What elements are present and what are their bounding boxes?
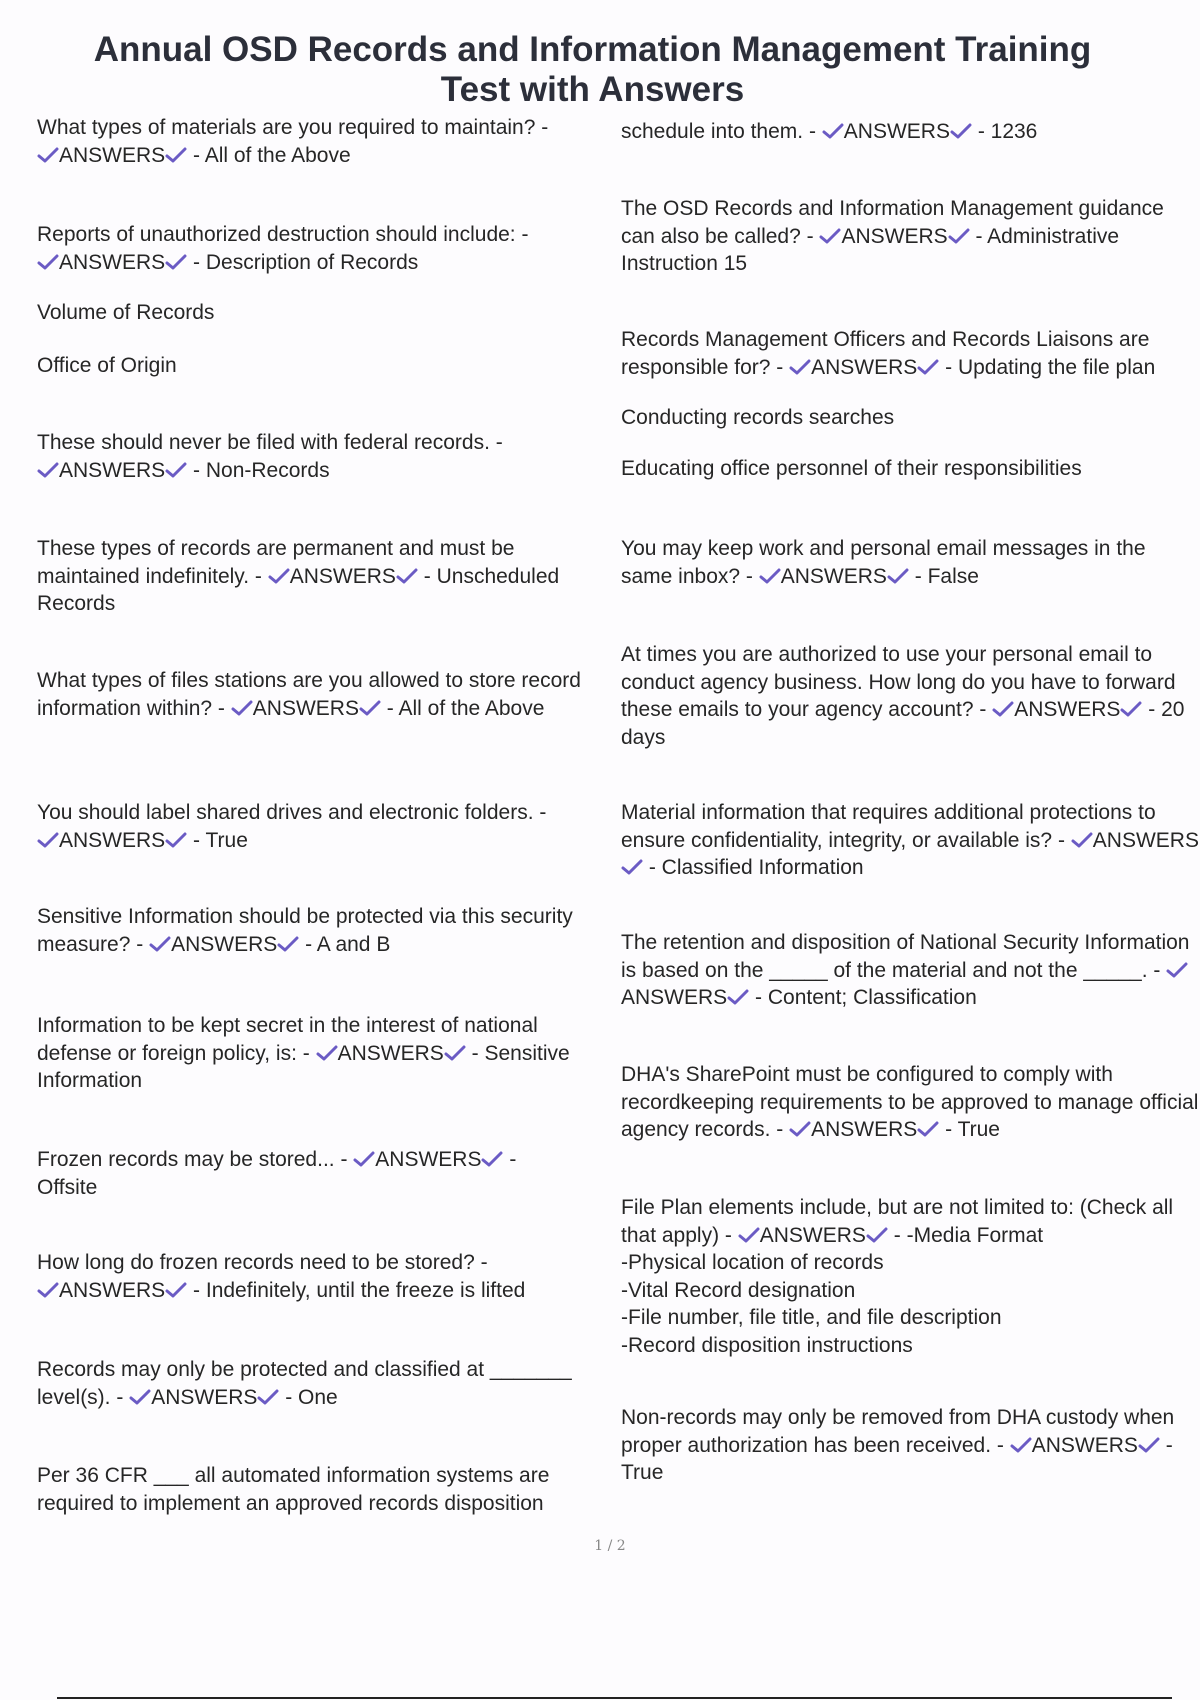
answer-text: - True: [193, 828, 248, 852]
answers-label: ANSWERS: [59, 828, 166, 852]
document-title: [0, 30, 1185, 110]
question-text: Records Management Officers and Records Liaisons are responsible for? -: [621, 328, 1150, 379]
qa-item: [621, 1061, 1200, 1144]
answers-label: ANSWERS: [59, 250, 166, 274]
answers-label: ANSWERS: [811, 355, 918, 379]
check-icon: [165, 461, 187, 479]
check-icon: [231, 699, 253, 717]
answers-label: ANSWERS: [621, 986, 728, 1009]
check-icon: [1071, 831, 1093, 849]
answers-label: ANSWERS: [289, 564, 396, 588]
check-icon: [621, 858, 643, 876]
question-text: At times you are authorized to use your personal email to conduct agency business. How long do you have to forward these emails to your agency account? -: [621, 643, 1176, 721]
qa-item: [37, 667, 597, 722]
question-text: Sensitive Information should be protected via this security measure? -: [37, 905, 573, 956]
check-icon: [277, 935, 299, 953]
answer-text: - True: [945, 1118, 1000, 1141]
qa-item: [37, 535, 597, 618]
qa-item: [37, 903, 607, 958]
answer-continuation: Volume of Records: [37, 301, 215, 324]
question-text: File Plan elements include, but are not limited to: (Check all that apply) -: [621, 1196, 1174, 1247]
qa-item: [37, 799, 607, 854]
answer-text: - Unscheduled Records: [37, 564, 560, 615]
question-text: These types of records are permanent and must be maintained indefinitely. -: [37, 537, 515, 588]
answer-text: - Updating the file plan: [945, 355, 1156, 379]
check-icon: [37, 461, 59, 479]
qa-item: [621, 326, 1200, 482]
qa-item: [37, 1012, 612, 1095]
answer-text: - One: [285, 1385, 338, 1409]
answer-text: - Administrative Instruction 15: [621, 224, 1120, 275]
question-text: Per 36 CFR ___ all automated information systems are required to implement an approved records disposition: [37, 1464, 550, 1515]
qa-item: [621, 641, 1200, 751]
check-icon: [950, 122, 972, 140]
check-icon: [1010, 1436, 1032, 1454]
answer-text: - Indefinitely, until the freeze is lifted: [193, 1278, 526, 1302]
question-text: How long do frozen records need to be stored? -: [37, 1251, 488, 1274]
answer-continuation: -Record disposition instructions: [621, 1333, 913, 1357]
question-text: Frozen records may be stored... -: [37, 1148, 348, 1171]
check-icon: [948, 227, 970, 245]
check-icon: [396, 567, 418, 585]
qa-item: [37, 114, 607, 169]
qa-item: [621, 118, 1200, 146]
answer-continuation: -Vital Record designation: [621, 1278, 856, 1302]
check-icon: [165, 253, 187, 271]
answer-continuation: Office of Origin: [37, 353, 177, 377]
check-icon: [481, 1150, 503, 1168]
qa-item: [37, 221, 607, 379]
answers-label: ANSWERS: [843, 120, 950, 143]
qa-item: [37, 1356, 602, 1411]
question-text: Records may only be protected and classified at _______ level(s). -: [37, 1358, 572, 1409]
question-text: The OSD Records and Information Management guidance can also be called? -: [621, 197, 1164, 248]
answers-label: ANSWERS: [59, 458, 166, 482]
check-icon: [257, 1388, 279, 1406]
check-icon: [165, 146, 187, 164]
check-icon: [268, 567, 290, 585]
answer-text: - 1236: [977, 120, 1038, 143]
qa-item: [621, 799, 1200, 882]
answers-label: ANSWERS: [151, 1385, 258, 1409]
answer-continuation: Educating office personnel of their responsibilities: [621, 456, 1082, 480]
question-text: You may keep work and personal email messages in the same inbox? -: [621, 537, 1146, 588]
check-icon: [917, 1120, 939, 1138]
qa-item: [621, 195, 1200, 278]
answers-label: ANSWERS: [59, 1278, 166, 1302]
answers-label: ANSWERS: [1092, 828, 1199, 852]
answer-text: - Content; Classification: [755, 986, 977, 1009]
question-text: schedule into them. -: [621, 120, 816, 143]
check-icon: [819, 227, 841, 245]
check-icon: [165, 831, 187, 849]
answers-label: ANSWERS: [811, 1118, 918, 1141]
answer-text: - Sensitive Information: [37, 1041, 570, 1092]
check-icon: [444, 1044, 466, 1062]
check-icon: [359, 699, 381, 717]
question-text: What types of files stations are you allowed to store record information within? -: [37, 669, 581, 720]
answer-text: - Classified Information: [648, 856, 864, 879]
qa-item: [621, 1194, 1200, 1359]
check-icon: [1120, 700, 1142, 718]
answer-text: - -Media Format: [893, 1223, 1044, 1247]
answer-text: - All of the Above: [386, 696, 545, 720]
page-number: 1 / 2: [594, 1538, 626, 1554]
qa-item: [37, 1462, 582, 1517]
answer-text: - 20 days: [621, 698, 1185, 749]
answer-text: - Non-Records: [193, 458, 330, 482]
question-text: DHA's SharePoint must be configured to comply with recordkeeping requirements to be approved to manage official agency records. -: [621, 1063, 1199, 1141]
question-text: Material information that requires additional protections to ensure confidentiality, integrity, or available is? -: [621, 801, 1156, 852]
answers-label: ANSWERS: [841, 224, 948, 248]
check-icon: [149, 935, 171, 953]
check-icon: [738, 1226, 760, 1244]
qa-item: [621, 1404, 1200, 1487]
check-icon: [1166, 961, 1188, 979]
answer-text: - Offsite: [37, 1148, 517, 1199]
check-icon: [37, 831, 59, 849]
check-icon: [316, 1044, 338, 1062]
question-text: Non-records may only be removed from DHA custody when proper authorization has been received. -: [621, 1406, 1175, 1457]
question-text: Reports of unauthorized destruction should include: -: [37, 223, 529, 246]
answers-label: ANSWERS: [337, 1041, 444, 1065]
check-icon: [37, 253, 59, 271]
answers-label: ANSWERS: [252, 696, 359, 720]
question-text: You should label shared drives and electronic folders. -: [37, 801, 547, 824]
answer-continuation: -Physical location of records: [621, 1251, 884, 1274]
answers-label: ANSWERS: [375, 1148, 482, 1171]
check-icon: [866, 1226, 888, 1244]
answer-continuation: -File number, file title, and file description: [621, 1306, 1002, 1329]
check-icon: [727, 988, 749, 1006]
title-line-1: Annual OSD Records and Information Management Training: [93, 30, 1092, 69]
answers-label: ANSWERS: [1031, 1433, 1138, 1457]
answer-text: - True: [621, 1433, 1173, 1484]
answer-text: - A and B: [305, 932, 391, 956]
answers-label: ANSWERS: [780, 564, 887, 588]
check-icon: [37, 146, 59, 164]
answers-label: ANSWERS: [59, 143, 166, 167]
page-divider: [57, 1697, 1172, 1699]
answers-label: ANSWERS: [1014, 698, 1121, 721]
check-icon: [822, 122, 844, 140]
check-icon: [992, 700, 1014, 718]
check-icon: [789, 1120, 811, 1138]
qa-item: [621, 929, 1200, 1012]
check-icon: [759, 567, 781, 585]
question-text: The retention and disposition of National Security Information is based on the _____ of the material and not the _____. -: [621, 931, 1190, 982]
answers-label: ANSWERS: [171, 932, 278, 956]
qa-item: [37, 429, 607, 484]
answers-label: ANSWERS: [759, 1223, 866, 1247]
qa-item: [621, 535, 1200, 590]
check-icon: [887, 567, 909, 585]
qa-item: [37, 1146, 557, 1201]
check-icon: [37, 1281, 59, 1299]
answer-text: - Description of Records: [193, 250, 419, 274]
check-icon: [1138, 1436, 1160, 1454]
check-icon: [789, 358, 811, 376]
qa-item: [37, 1249, 607, 1304]
question-text: Information to be kept secret in the interest of national defense or foreign policy, is: -: [37, 1014, 538, 1065]
answer-text: - All of the Above: [193, 143, 351, 167]
answer-continuation: Conducting records searches: [621, 406, 895, 429]
check-icon: [917, 358, 939, 376]
check-icon: [129, 1388, 151, 1406]
question-text: What types of materials are you required to maintain? -: [37, 116, 549, 139]
check-icon: [353, 1150, 375, 1168]
question-text: These should never be filed with federal records. -: [37, 431, 503, 454]
check-icon: [165, 1281, 187, 1299]
title-line-2: Test with Answers: [440, 70, 745, 109]
answer-text: - False: [914, 564, 979, 588]
